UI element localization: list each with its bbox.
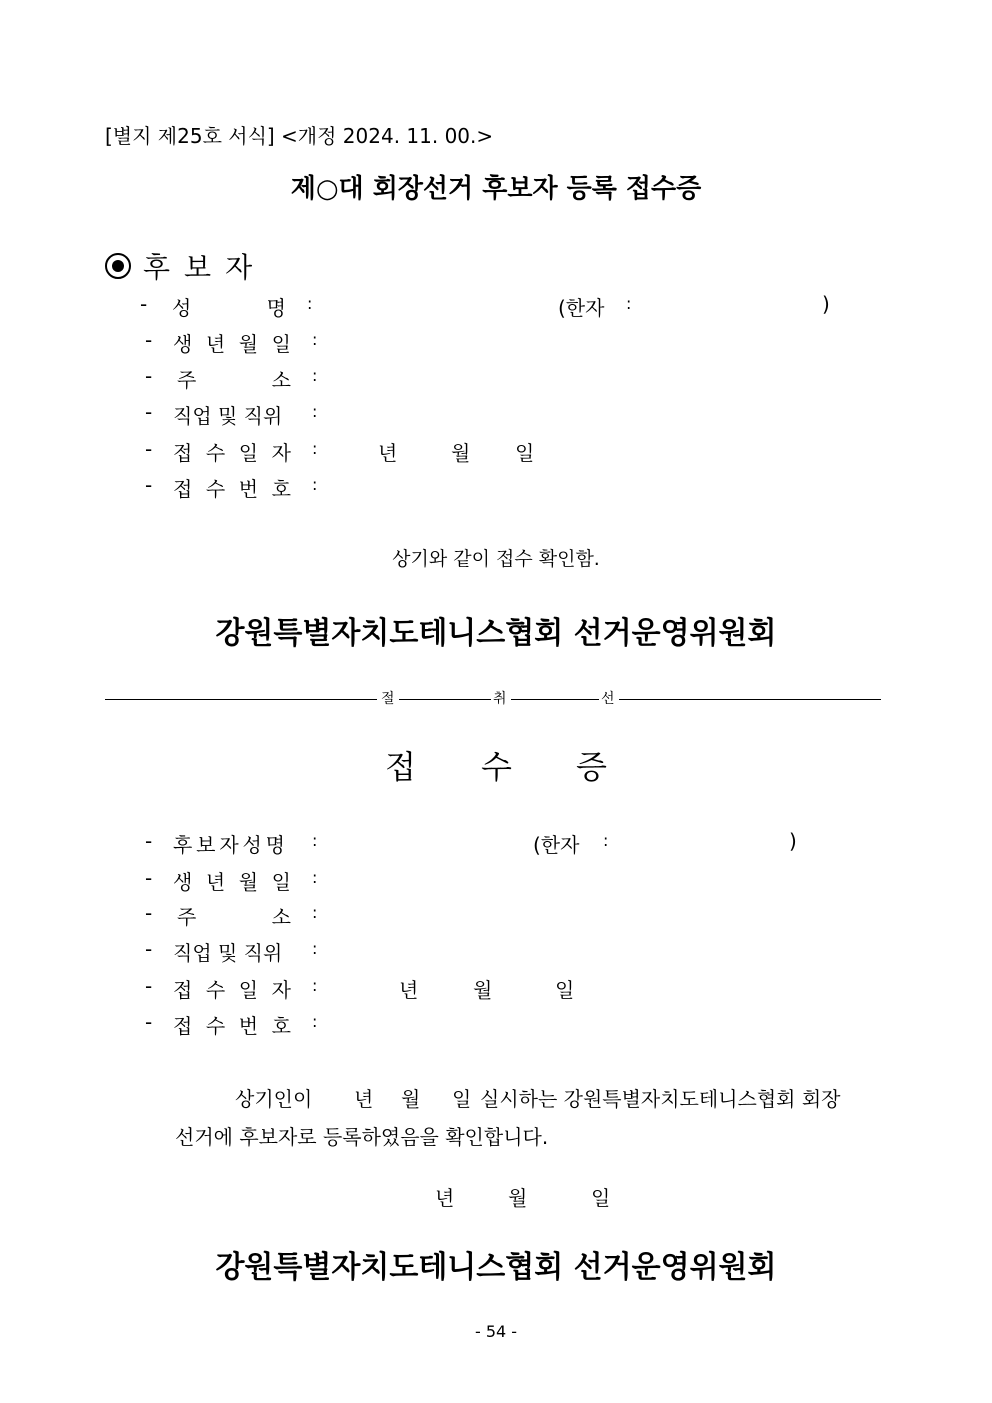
form-number-header: [별지 제25호 서식] <개정 2024. 11. 00.> [105,124,494,148]
field-candidate-name: - 후 보 자 성 명 : (한자 : ) [145,829,797,857]
page-number: - 54 - [474,1322,518,1341]
field-birth: - 생 년 월 일 : [145,328,318,356]
field-birth-2: - 생 년 월 일 : [145,866,318,894]
field-address: - 주 소 : [145,364,318,392]
receipt-title-c2: 수 [481,748,512,786]
section-label: 후보자 [143,251,267,284]
cut-line: 절 취 선 [105,688,881,712]
field-label: 성 명 [172,296,286,320]
paragraph-line1: 상기인이 년 월 일 실시하는 강원특별자치도테니스협회 회장 [235,1087,841,1111]
field-number: - 접 수 번 호 : [145,473,318,501]
confirm-text: 상기와 같이 접수 확인함. [392,548,600,570]
organization-name-2: 강원특별자치도테니스협회 선거운영위원회 [215,1250,777,1285]
section-candidate [105,246,266,286]
field-date-2: - 접 수 일 자 : 년 월 일 [145,974,575,1002]
field-job: - 직업 및 직위 : [145,400,318,428]
field-name: - 성 명 : (한자 : ) [140,292,830,320]
field-number-2: - 접 수 번 호 : [145,1010,318,1038]
field-address-2: - 주 소 : [145,901,318,929]
receipt-title-c1: 접 [385,748,416,786]
date-month: 월 [508,1186,528,1210]
radio-bullet-icon [105,253,131,279]
field-job-2: - 직업 및 직위 : [145,937,318,965]
field-date: - 접 수 일 자 : 년 월 일 [145,437,535,465]
hanja-open: (한자 [558,296,605,320]
receipt-title-c3: 증 [576,748,607,786]
date-day: 일 [591,1186,611,1210]
date-year: 년 [435,1186,455,1210]
paragraph-line2: 선거에 후보자로 등록하였음을 확인합니다. [175,1125,549,1149]
organization-name: 강원특별자치도테니스협회 선거운영위원회 [215,616,777,651]
hanja-close: ) [822,292,830,316]
document-title: 제○대 회장선거 후보자 등록 접수증 [290,174,702,204]
